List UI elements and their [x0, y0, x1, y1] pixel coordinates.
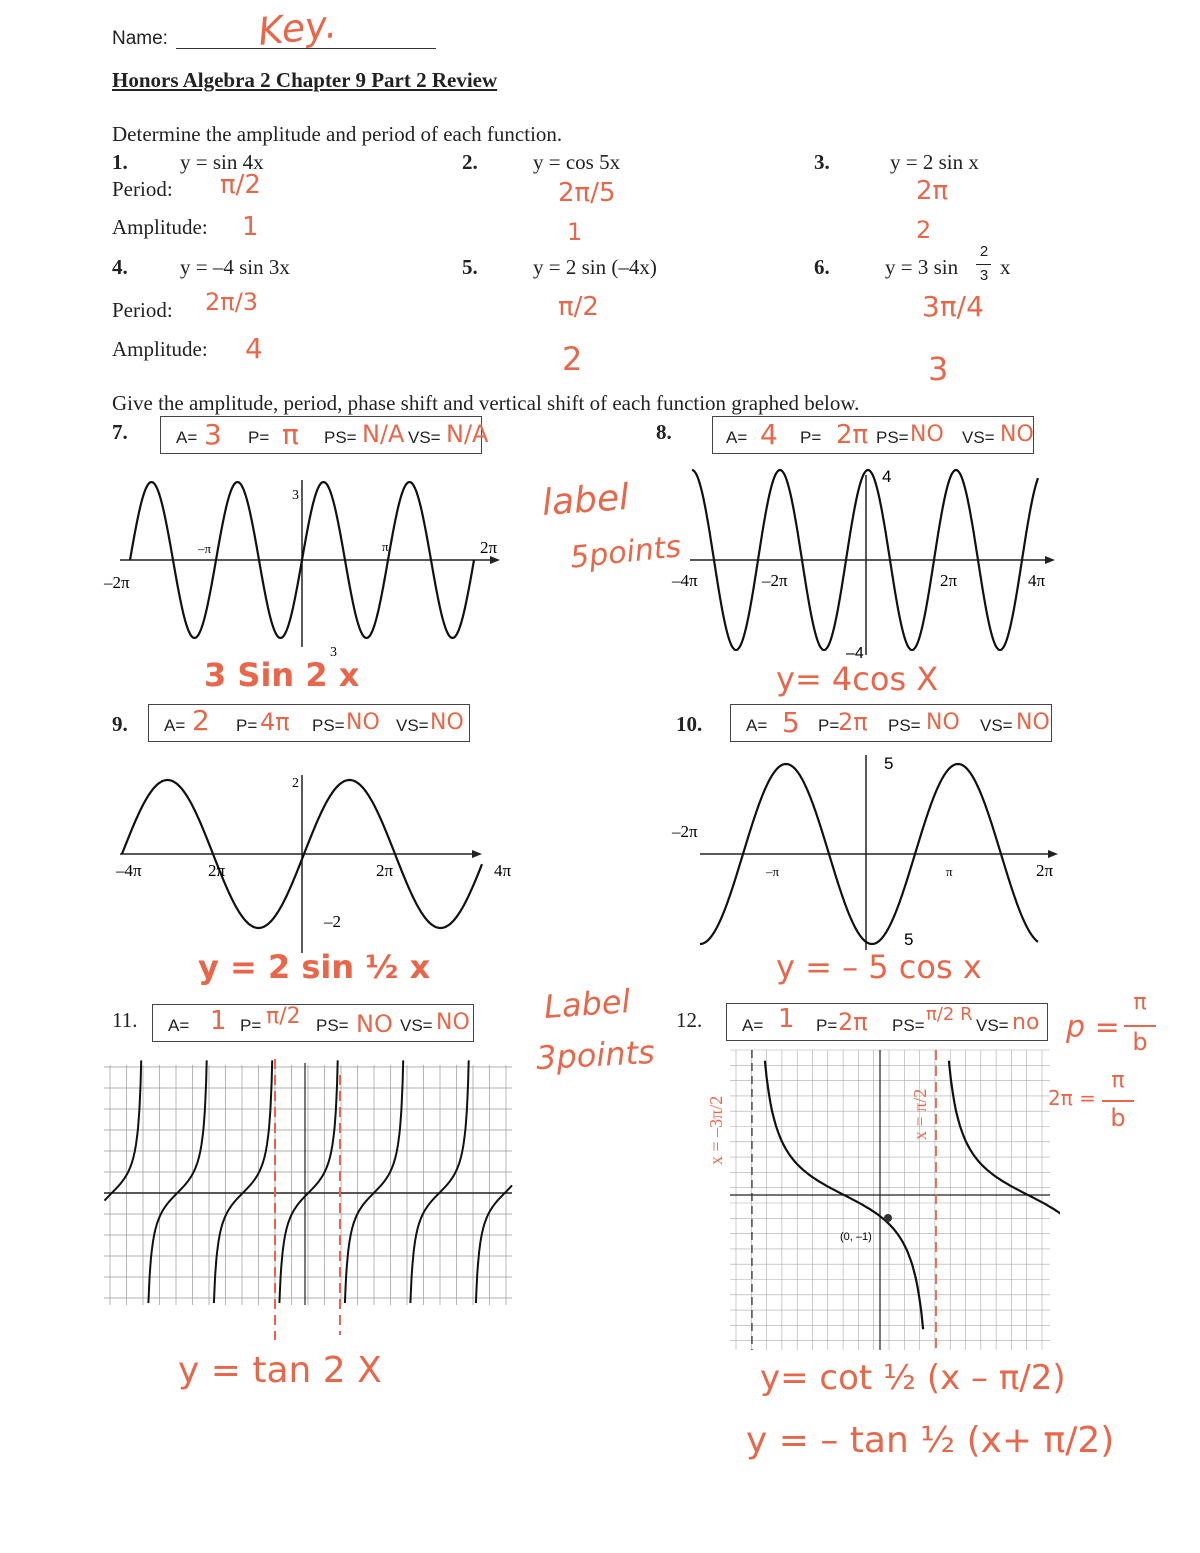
graph-9-vs-value: NO: [430, 710, 464, 735]
side-note-p-lhs: p =: [1066, 1010, 1120, 1045]
graph-11-equation: y = tan 2 X: [178, 1350, 382, 1391]
graph-11-grid: [104, 1065, 512, 1305]
graph-10-a-label: A=: [746, 716, 768, 735]
graph-11-vs-label: VS=: [400, 1016, 433, 1035]
graph-7-tick-top: 3: [292, 488, 299, 503]
problem-5-function: y = 2 sin (–4x): [533, 255, 657, 279]
problem-6-function-suffix: x: [1000, 255, 1011, 279]
answer-2-period: 2π/5: [558, 178, 616, 208]
graph-10-tick-neg-pi: –π: [766, 864, 780, 879]
graph-7-p-value: π: [282, 418, 299, 451]
graph-7-tick-pi: π: [382, 539, 389, 554]
graph-10-plot: [670, 745, 1080, 955]
graph-7-p-label: P=: [248, 428, 270, 447]
amplitude-label-2: Amplitude:: [112, 337, 208, 361]
graph-8-number: 8.: [656, 420, 672, 444]
graph-7-tick-neg-pi: –π: [198, 541, 212, 556]
graph-8-vs-value: NO: [1000, 422, 1034, 447]
graph-11-ps-label: PS=: [316, 1016, 349, 1035]
graph-11-ps-value: NO: [356, 1010, 393, 1038]
graph-9-tick-pos2pi: 2π: [376, 861, 394, 880]
graph-7-equation: 3 Sin 2 x: [204, 656, 360, 694]
answer-5-period: π/2: [558, 292, 599, 322]
graph-7-tick-bottom: 3: [330, 645, 337, 660]
graph-7-ps-label: PS=: [324, 428, 357, 447]
graph-12-ps-label: PS=: [892, 1016, 925, 1035]
graph-9-ps-label: PS=: [312, 716, 345, 735]
answer-6-amplitude: 3: [928, 350, 949, 388]
period-label-1: Period:: [112, 177, 173, 201]
graph-10-vs-label: VS=: [980, 716, 1013, 735]
problem-6-fraction-denominator: 3: [979, 267, 989, 284]
graph-9-number: 9.: [112, 712, 128, 736]
graph-10-vs-value: NO: [1016, 710, 1050, 735]
graph-7-tick-left: –2π: [104, 573, 130, 592]
graph-12-point-label: (0, –1): [840, 1231, 872, 1243]
note-5points: 5points: [568, 529, 683, 576]
answer-3-amplitude: 2: [916, 216, 932, 244]
graph-10-tick-top: 5: [884, 754, 894, 773]
note-label-2: Label: [542, 982, 632, 1026]
graph-7-number: 7.: [112, 420, 128, 444]
graph-12-p-label: P=: [816, 1016, 838, 1035]
graph-7-a-label: A=: [176, 428, 198, 447]
note-label-1: label: [540, 477, 631, 524]
answer-6-period: 3π/4: [922, 290, 984, 323]
graph-8-tick-top: 4: [882, 467, 892, 486]
graph-8-p-label: P=: [800, 428, 822, 447]
graph-8-tick-right: 4π: [1028, 571, 1046, 590]
graph-12-equation-1: y= cot ½ (x – π/2): [760, 1358, 1066, 1398]
graph-9-p-label: P=: [236, 716, 258, 735]
graph-11-vs-value: NO: [436, 1010, 470, 1035]
graph-7-vs-value: N/A: [446, 420, 489, 448]
problem-3-number: 3.: [814, 150, 830, 174]
graph-9-a-label: A=: [164, 716, 186, 735]
graph-11-p-label: P=: [240, 1016, 262, 1035]
part2-instructions: Give the amplitude, period, phase shift and vertical shift of each function graphed below.: [112, 391, 860, 415]
graph-12-ps-value: π/2 R: [926, 1004, 973, 1025]
graph-11-plot: [100, 1055, 520, 1345]
graph-10-tick-left: –2π: [672, 822, 698, 841]
graph-10-p-value: 2π: [838, 708, 868, 736]
graph-9-tick-bottom: –2: [324, 912, 341, 931]
answer-4-amplitude: 4: [245, 332, 263, 365]
graph-8-tick-bottom: –4: [846, 645, 864, 662]
graph-10-number: 10.: [676, 712, 703, 736]
graph-7-tick-right: 2π: [480, 538, 498, 557]
side-note-2pi-den: b: [1110, 1104, 1126, 1132]
graph-8-p-value: 2π: [836, 420, 869, 450]
graph-12-vs-value: no: [1012, 1010, 1040, 1035]
graph-8-tick-neg2pi: –2π: [762, 571, 788, 590]
side-note-2pi-num: π: [1111, 1068, 1125, 1093]
graph-11-p-value: π/2: [266, 1004, 301, 1029]
graph-9-a-value: 2: [192, 704, 210, 737]
graph-7-vs-label: VS=: [408, 428, 441, 447]
graph-8-ps-label: PS=: [876, 428, 909, 447]
problem-6-fraction-numerator: 2: [979, 243, 989, 260]
graph-10-ps-label: PS=: [888, 716, 921, 735]
graph-12-asymptote-mid-label: x = π/2: [910, 1088, 930, 1140]
graph-9-tick-neg2pi: 2π: [208, 861, 226, 880]
problem-6-function-prefix: y = 3 sin: [885, 255, 959, 279]
graph-12-p-value: 2π: [838, 1008, 868, 1036]
graph-9-tick-top: 2: [292, 776, 299, 791]
graph-7-plot: [100, 455, 520, 660]
graph-8-equation: y= 4cos X: [776, 660, 939, 698]
problem-3-function: y = 2 sin x: [890, 150, 979, 174]
graph-11-a-value: 1: [210, 1006, 227, 1036]
amplitude-label-1: Amplitude:: [112, 215, 208, 239]
graph-10-tick-right: 2π: [1036, 861, 1054, 880]
graph-12-a-label: A=: [742, 1016, 764, 1035]
graph-10-tick-bottom: 5: [904, 930, 914, 949]
graph-12-number: 12.: [676, 1008, 703, 1032]
graph-10-a-value: 5: [782, 706, 800, 739]
problem-2-number: 2.: [462, 150, 478, 174]
graph-12-plot: [700, 1040, 1060, 1360]
problem-1-function: y = sin 4x: [180, 150, 264, 174]
graph-12-equation-2: y = – tan ½ (x+ π/2): [746, 1420, 1115, 1461]
side-note-p-bar: [1124, 1025, 1156, 1027]
answer-1-period: π/2: [220, 170, 261, 200]
problem-4-function: y = –4 sin 3x: [180, 255, 290, 279]
problem-2-function: y = cos 5x: [533, 150, 621, 174]
side-note-2pi-lhs: 2π =: [1048, 1086, 1096, 1110]
side-note-p-num: π: [1133, 990, 1147, 1015]
part1-instructions: Determine the amplitude and period of each function.: [112, 122, 563, 146]
graph-9-p-value: 4π: [260, 708, 290, 736]
graph-9-equation: y = 2 sin ½ x: [198, 948, 431, 986]
graph-12-grid: [730, 1050, 1050, 1350]
graph-12-a-value: 1: [778, 1004, 795, 1034]
name-value: Key.: [255, 2, 339, 54]
graph-7-ps-value: N/A: [362, 420, 405, 448]
note-3points: 3points: [535, 1032, 656, 1078]
answer-3-period: 2π: [916, 176, 949, 206]
graph-9-tick-left: –4π: [116, 861, 142, 880]
page-title: Honors Algebra 2 Chapter 9 Part 2 Review: [112, 68, 498, 92]
answer-1-amplitude: 1: [242, 212, 259, 242]
graph-9-plot: [100, 745, 520, 955]
graph-10-tick-pi: π: [946, 864, 953, 879]
graph-12-vs-label: VS=: [976, 1016, 1009, 1035]
side-note-2pi-bar: [1102, 1100, 1134, 1102]
graph-8-a-value: 4: [760, 418, 778, 451]
graph-7-a-value: 3: [204, 418, 222, 451]
graph-8-tick-left: –4π: [672, 571, 698, 590]
problem-1-number: 1.: [112, 150, 128, 174]
graph-12-asymptote-left-label: x = –3π/2: [706, 1095, 726, 1165]
graph-11-a-label: A=: [168, 1016, 190, 1035]
problem-6-number: 6.: [814, 255, 830, 279]
answer-5-amplitude: 2: [562, 340, 583, 378]
period-label-2: Period:: [112, 298, 173, 322]
graph-11-number: 11.: [112, 1008, 138, 1032]
side-note-p-den: b: [1132, 1028, 1148, 1056]
graph-9-vs-label: VS=: [396, 716, 429, 735]
answer-2-amplitude: 1: [567, 218, 583, 246]
graph-8-ps-value: NO: [910, 422, 944, 447]
graph-10-equation: y = – 5 cos x: [776, 948, 982, 986]
graph-9-tick-right: 4π: [494, 861, 512, 880]
graph-10-ps-value: NO: [926, 710, 960, 735]
graph-10-p-label: P=: [818, 716, 840, 735]
graph-8-a-label: A=: [726, 428, 748, 447]
graph-9-ps-value: NO: [346, 710, 380, 735]
name-label: Name:: [112, 28, 168, 49]
problem-5-number: 5.: [462, 255, 478, 279]
graph-8-tick-pos2pi: 2π: [940, 571, 958, 590]
graph-8-plot: [670, 455, 1070, 665]
problem-4-number: 4.: [112, 255, 128, 279]
answer-4-period: 2π/3: [205, 288, 259, 316]
graph-8-vs-label: VS=: [962, 428, 995, 447]
graph-12-point: [884, 1214, 892, 1222]
problem-6-fraction-bar: [976, 264, 991, 265]
